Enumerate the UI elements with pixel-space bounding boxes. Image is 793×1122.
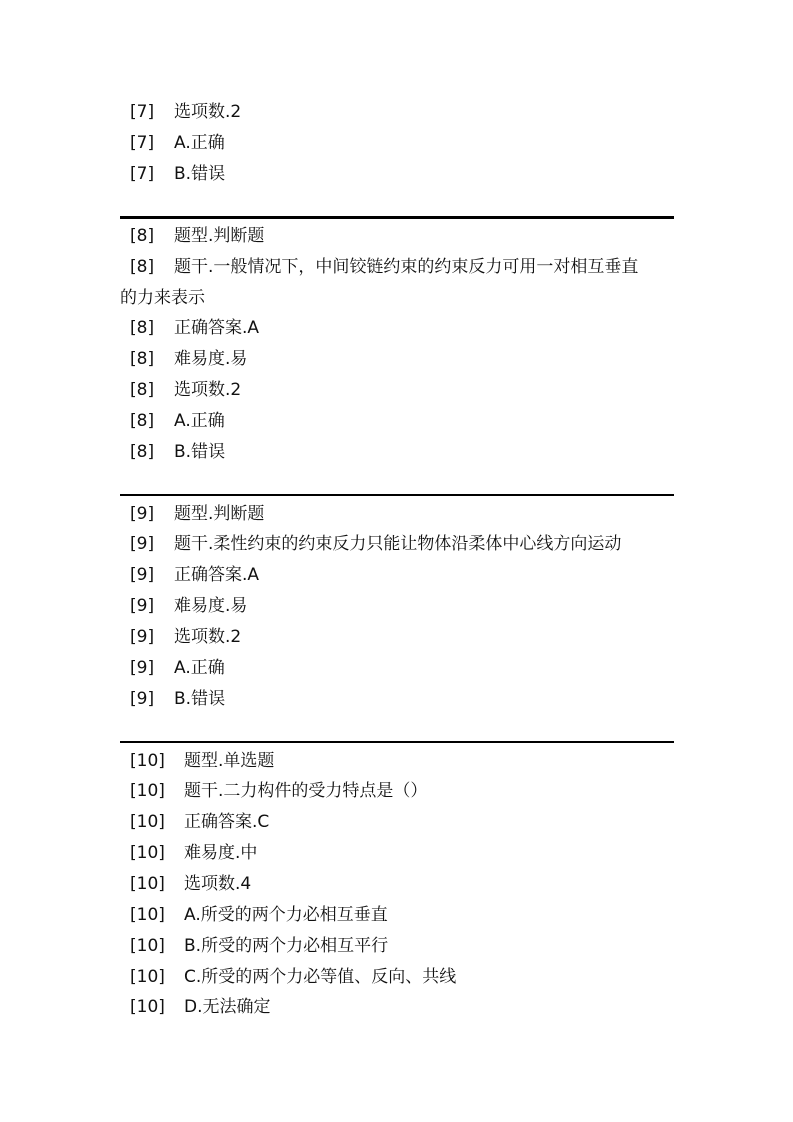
q7-option-b-line [130, 162, 226, 186]
q10-option-d: D.无法确定 [184, 997, 271, 1017]
q10-option-d-line [130, 995, 271, 1019]
q8-type-line [130, 224, 265, 248]
q7-tag: [7] [130, 102, 155, 122]
q10-tag: [10] [130, 781, 165, 801]
q10-option-a-line [130, 903, 388, 927]
q8-tag: [8] [130, 442, 155, 462]
q8-type: 题型.判断题 [174, 226, 265, 246]
q7-option-b: B.错误 [174, 164, 226, 184]
q9-option-b: B.错误 [174, 689, 226, 709]
q8-stem-continuation: 的力来表示 [120, 288, 205, 308]
q10-tag: [10] [130, 874, 165, 894]
q8-difficulty: 难易度.易 [174, 349, 248, 369]
q10-option-c-line [130, 965, 457, 989]
q7-option-a: A.正确 [174, 133, 225, 153]
q8-stem: 题干.一般情况下，中间铰链约束的约束反力可用一对相互垂直 [174, 257, 639, 277]
q8-difficulty-line [130, 347, 248, 371]
q8-option-count-line [130, 378, 242, 402]
q10-tag: [10] [130, 843, 165, 863]
q8-tag: [8] [130, 380, 155, 400]
q9-option-count-line [130, 625, 242, 649]
q9-difficulty: 难易度.易 [174, 596, 248, 616]
q8-tag: [8] [130, 411, 155, 431]
q8-answer: 正确答案.A [174, 318, 260, 338]
q9-tag: [9] [130, 689, 155, 709]
q7-option-count-line [130, 100, 242, 124]
q8-option-b: B.错误 [174, 442, 226, 462]
q8-stem-line [130, 255, 639, 279]
q8-tag: [8] [130, 257, 155, 277]
q8-option-count: 选项数.2 [174, 380, 242, 400]
q9-option-a: A.正确 [174, 658, 225, 678]
q10-difficulty: 难易度.中 [184, 843, 258, 863]
section-divider [120, 494, 674, 496]
q10-tag: [10] [130, 812, 165, 832]
q7-tag: [7] [130, 133, 155, 153]
q9-answer: 正确答案.A [174, 565, 260, 585]
q7-tag: [7] [130, 164, 155, 184]
section-divider [120, 741, 674, 743]
q9-stem-line [130, 532, 622, 556]
q7-option-count: 选项数.2 [174, 102, 242, 122]
q9-tag: [9] [130, 596, 155, 616]
q10-tag: [10] [130, 751, 165, 771]
q10-stem: 题干.二力构件的受力特点是（） [184, 781, 428, 801]
q8-option-a-line [130, 409, 225, 433]
q9-option-a-line [130, 656, 225, 680]
q8-answer-line [130, 316, 260, 340]
q7-option-a-line [130, 131, 225, 155]
q10-type-line [130, 749, 275, 773]
q10-answer-line [130, 810, 270, 834]
q10-tag: [10] [130, 905, 165, 925]
q8-option-a: A.正确 [174, 411, 225, 431]
section-divider [120, 216, 674, 219]
q10-stem-line [130, 779, 428, 803]
q10-tag: [10] [130, 967, 165, 987]
q9-type-line [130, 502, 265, 526]
q10-type: 题型.单选题 [184, 751, 275, 771]
q9-answer-line [130, 563, 260, 587]
q10-tag: [10] [130, 997, 165, 1017]
q9-tag: [9] [130, 565, 155, 585]
q9-stem: 题干.柔性约束的约束反力只能让物体沿柔体中心线方向运动 [174, 534, 622, 554]
q9-type: 题型.判断题 [174, 504, 265, 524]
q9-option-b-line [130, 687, 226, 711]
q10-tag: [10] [130, 936, 165, 956]
q9-option-count: 选项数.2 [174, 627, 242, 647]
q8-tag: [8] [130, 318, 155, 338]
q9-tag: [9] [130, 534, 155, 554]
q10-option-a: A.所受的两个力必相互垂直 [184, 905, 388, 925]
q10-option-b-line [130, 934, 389, 958]
q10-option-c: C.所受的两个力必等值、反向、共线 [184, 967, 457, 987]
q8-tag: [8] [130, 226, 155, 246]
q9-tag: [9] [130, 627, 155, 647]
q8-tag: [8] [130, 349, 155, 369]
q10-option-count: 选项数.4 [184, 874, 252, 894]
q10-option-count-line [130, 872, 252, 896]
q8-option-b-line [130, 440, 226, 464]
q9-tag: [9] [130, 504, 155, 524]
q10-difficulty-line [130, 841, 258, 865]
q10-answer: 正确答案.C [184, 812, 270, 832]
q9-difficulty-line [130, 594, 248, 618]
q10-option-b: B.所受的两个力必相互平行 [184, 936, 389, 956]
q9-tag: [9] [130, 658, 155, 678]
